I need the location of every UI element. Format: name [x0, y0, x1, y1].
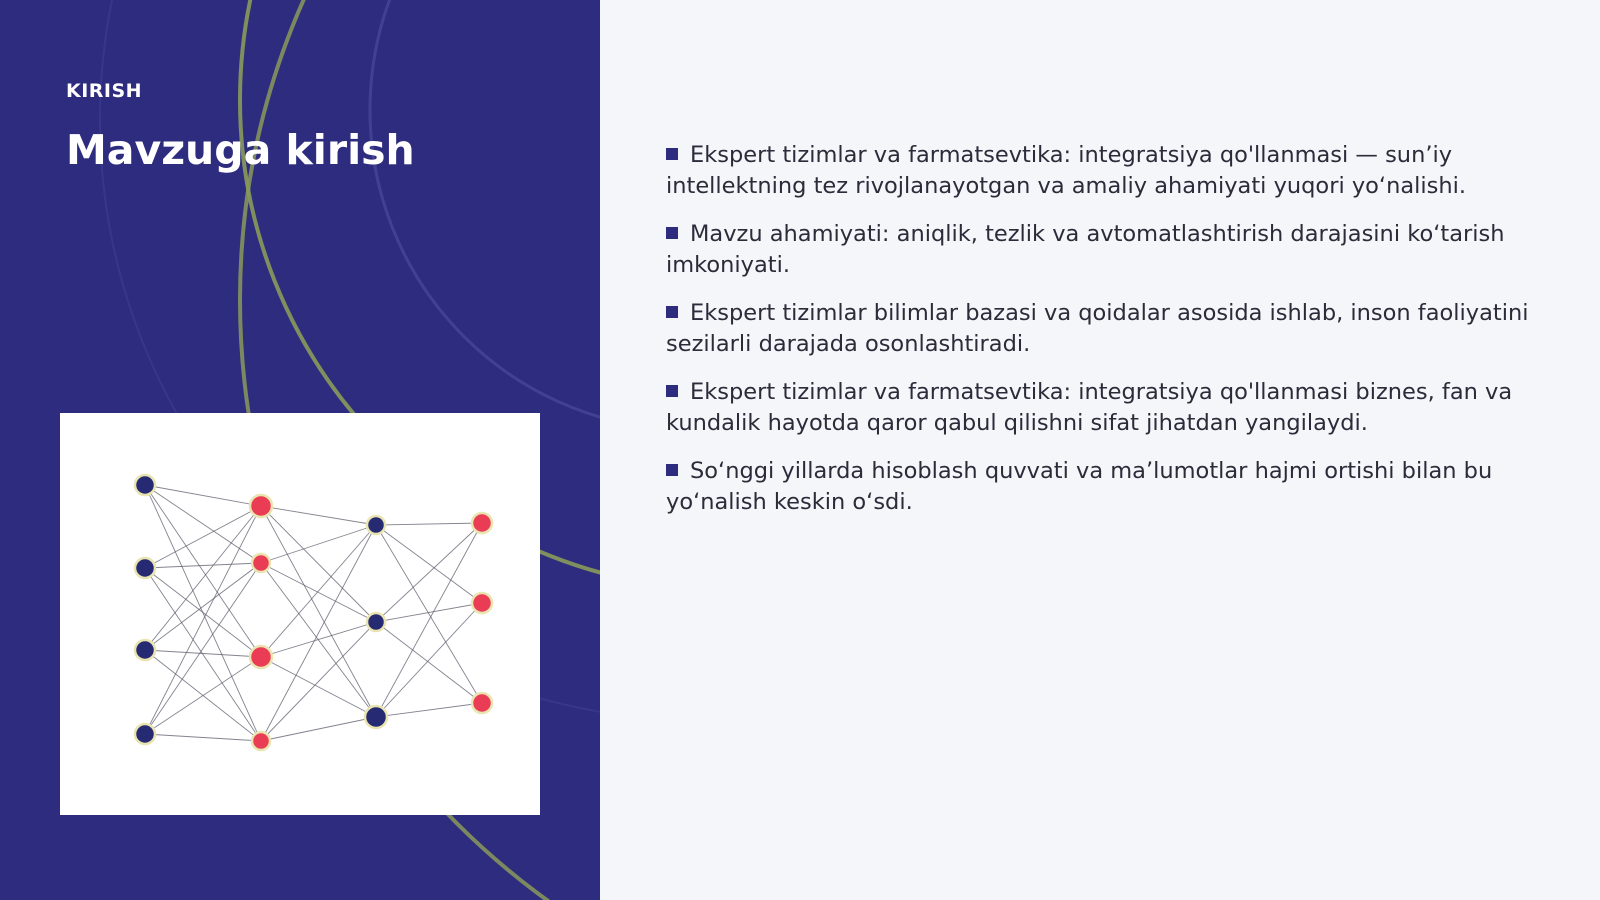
square-bullet-icon [666, 306, 678, 318]
bullet-item [666, 377, 1536, 439]
blue-network-node [135, 724, 155, 744]
network-edge [376, 523, 482, 622]
network-edge [145, 506, 261, 650]
red-network-node [252, 554, 270, 572]
red-network-node [250, 646, 272, 668]
bullet-item [666, 219, 1536, 281]
bullet-item [666, 298, 1536, 360]
page-title: Mavzuga kirish [66, 126, 415, 174]
network-edge [145, 568, 261, 657]
square-bullet-icon [666, 464, 678, 476]
network-edge [145, 506, 261, 568]
blue-network-node [365, 706, 387, 728]
red-network-node [472, 593, 492, 613]
network-edge [145, 563, 261, 568]
bullet-text: Ekspert tizimlar bilimlar bazasi va qoidalar asosida ishlab, inson faoliyatini sezilarli darajada osonlashtiradi. [666, 300, 1529, 357]
red-network-node [472, 693, 492, 713]
bullet-text: So‘nggi yillarda hisoblash quvvati va ma’lumotlar hajmi ortishi bilan bu yo‘nalish keskin o‘sdi. [666, 458, 1493, 515]
blue-network-node [367, 516, 385, 534]
network-edge [261, 506, 376, 525]
section-kicker: KIRISH [66, 80, 143, 102]
network-edge [261, 525, 376, 657]
red-network-node [250, 495, 272, 517]
network-edge [261, 717, 376, 741]
bullet-text: Mavzu ahamiyati: aniqlik, tezlik va avtomatlashtirish darajasini ko‘tarish imkoniyati. [666, 221, 1505, 278]
square-bullet-icon [666, 148, 678, 160]
bullet-item [666, 140, 1536, 202]
bullet-item [666, 456, 1536, 518]
red-network-node [252, 732, 270, 750]
neural-network-illustration [60, 413, 540, 815]
square-bullet-icon [666, 227, 678, 239]
network-edge [145, 650, 261, 657]
content-panel [600, 0, 1600, 900]
neural-network-diagram [60, 413, 540, 815]
network-edge [145, 563, 261, 734]
network-edge [376, 703, 482, 717]
network-edge [145, 657, 261, 734]
blue-network-node [135, 475, 155, 495]
network-edge [261, 506, 376, 622]
blue-network-node [367, 613, 385, 631]
network-edge [261, 506, 376, 717]
network-edge [376, 622, 482, 703]
network-edge [145, 734, 261, 741]
bullet-text: Ekspert tizimlar va farmatsevtika: integratsiya qo'llanmasi biznes, fan va kundalik hayotda qaror qabul qilishni sifat jihatdan yangilaydi. [666, 379, 1513, 436]
left-panel [0, 0, 600, 900]
network-edge [376, 525, 482, 603]
bullet-list [666, 140, 1536, 535]
square-bullet-icon [666, 385, 678, 397]
network-edge [145, 506, 261, 734]
network-edge [145, 563, 261, 650]
network-edge [376, 523, 482, 525]
network-edge [145, 568, 261, 741]
bullet-text: Ekspert tizimlar va farmatsevtika: integratsiya qo'llanmasi — sun’iy intellektning tez rivojlanayotgan va amaliy ahamiyati yuqori yo‘nalishi. [666, 142, 1467, 199]
red-network-node [472, 513, 492, 533]
blue-network-node [135, 640, 155, 660]
network-edge [145, 485, 261, 657]
network-edge [145, 485, 261, 506]
blue-network-node [135, 558, 155, 578]
network-edge [261, 563, 376, 622]
